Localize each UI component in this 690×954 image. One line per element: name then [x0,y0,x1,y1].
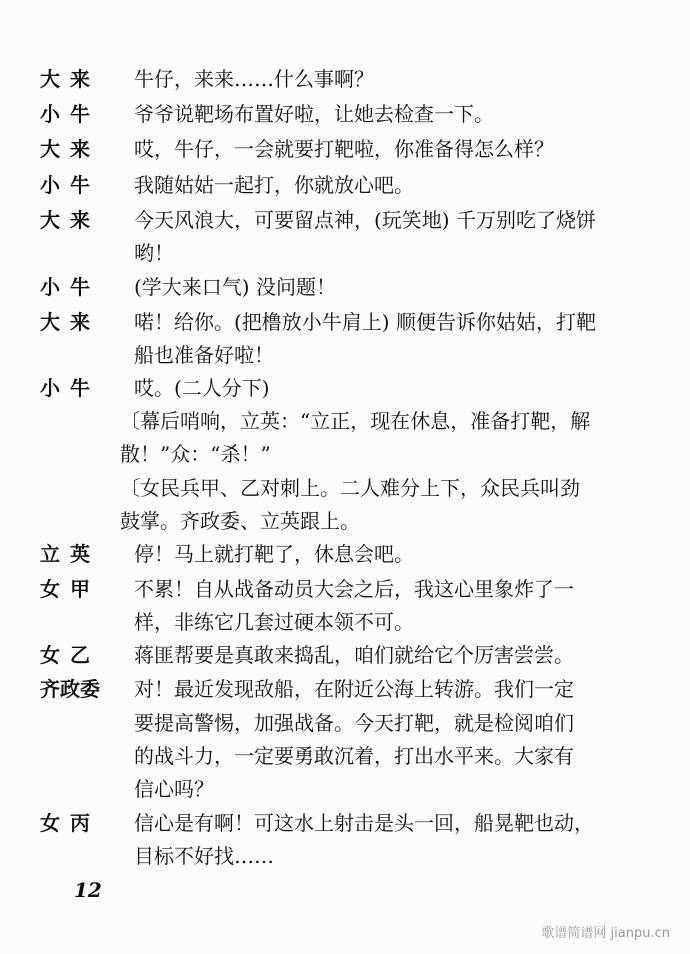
script-line [0,236,690,270]
script-line [0,338,690,372]
dialogue-text: 哟！ [134,241,174,265]
script-line [0,739,690,773]
page-number: 12 [74,878,102,902]
speaker-name: 小牛 [40,275,100,299]
speaker-name: 小牛 [40,102,100,126]
dialogue-text: 哎。(二人分下) [134,376,270,400]
script-line [0,504,690,538]
dialogue-text: 我随姑姑一起打，你就放心吧。 [134,173,414,197]
speaker-name: 大来 [40,67,100,91]
dialogue-text: 爷爷说靶场布置好啦，让她去检查一下。 [134,102,494,126]
script-line [0,638,690,672]
script-line [0,371,690,405]
speaker-name: 大来 [40,310,100,334]
speaker-name: 女甲 [40,577,100,601]
script-line [0,706,690,740]
script-line [0,806,690,840]
stage-direction: 散！”众：“杀！” [120,442,271,466]
speaker-name: 小牛 [40,376,100,400]
script-line [0,437,690,471]
script-line [0,537,690,571]
script-line [0,572,690,606]
dialogue-text: 对！最近发现敌船，在附近公海上转游。我们一定 [134,677,574,701]
dialogue-text: 样，非练它几套过硬本领不可。 [134,610,414,634]
script-line [0,270,690,304]
dialogue-text: 信心吗？ [134,777,214,801]
script-line [0,672,690,706]
script-line [0,605,690,639]
script-line [0,62,690,96]
speaker-name: 齐政委 [40,677,100,701]
dialogue-text: 目标不好找…… [134,844,274,868]
dialogue-text: 哎，牛仔，一会就要打靶啦，你准备得怎么样？ [134,137,554,161]
stage-direction: 〔女民兵甲、乙对刺上。二人难分上下，众民兵叫劲 [120,476,580,500]
dialogue-text: (学大来口气) 没问题！ [134,275,336,299]
dialogue-text: 的战斗力，一定要勇敢沉着，打出水平来。大家有 [134,744,574,768]
dialogue-text: 今天风浪大，可要留点神，(玩笑地) 千万别吃了烧饼 [134,208,596,232]
stage-direction: 鼓掌。齐政委、立英跟上。 [120,509,360,533]
script-line [0,132,690,166]
dialogue-text: 要提高警惕，加强战备。今天打靶，就是检阅咱们 [134,711,574,735]
dialogue-text: 船也准备好啦！ [134,343,274,367]
speaker-name: 大来 [40,208,100,232]
dialogue-text: 蒋匪帮要是真敢来捣乱，咱们就给它个厉害尝尝。 [134,643,574,667]
speaker-name: 立英 [40,542,100,566]
stage-direction: 〔幕后哨响，立英：“立正，现在休息，准备打靶，解 [120,409,591,433]
script-line [0,471,690,505]
dialogue-text: 喏！给你。(把橹放小牛肩上) 顺便告诉你姑姑，打靶 [134,310,596,334]
speaker-name: 女乙 [40,643,100,667]
script-line [0,839,690,873]
dialogue-text: 信心是有啊！可这水上射击是头一回，船晃靶也动， [134,811,594,835]
dialogue-text: 停！马上就打靶了，休息会吧。 [134,542,414,566]
script-line [0,772,690,806]
script-line [0,305,690,339]
script-line [0,97,690,131]
dialogue-text: 不累！自从战备动员大会之后，我这心里象炸了一 [134,577,574,601]
script-line [0,168,690,202]
script-line [0,404,690,438]
speaker-name: 女丙 [40,811,100,835]
dialogue-text: 牛仔，来来……什么事啊？ [134,67,374,91]
speaker-name: 大来 [40,137,100,161]
speaker-name: 小牛 [40,173,100,197]
watermark: 歌谱简谱网 jianpu.cn [541,926,670,941]
script-line [0,203,690,237]
